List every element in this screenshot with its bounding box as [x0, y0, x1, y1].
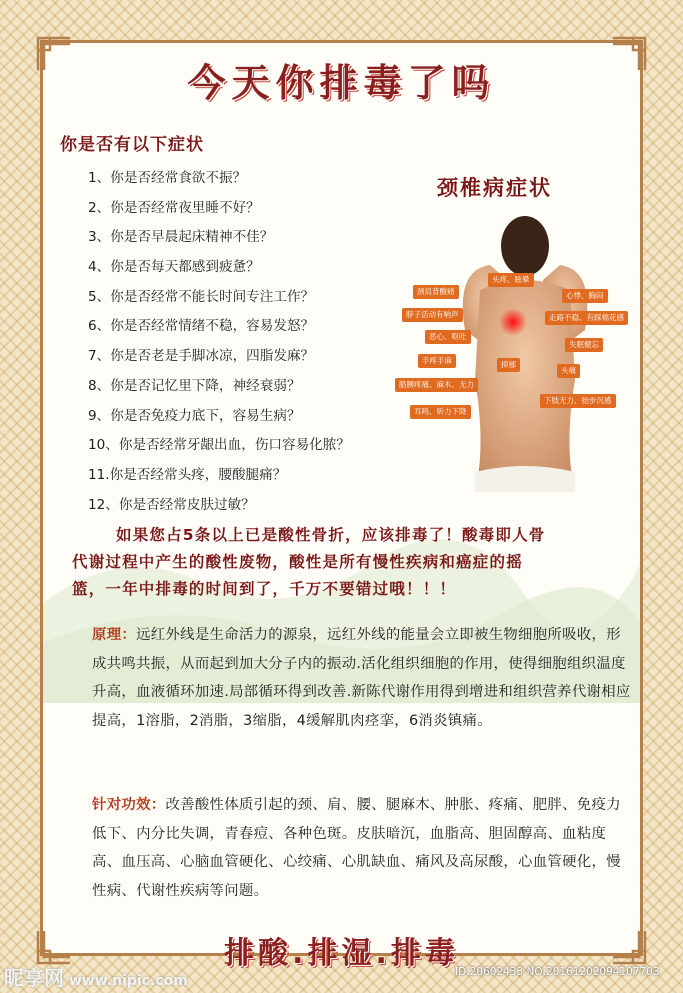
- symptom-tag: 走路不稳、有踩棉花感: [545, 311, 628, 325]
- principle-label: 原理：: [92, 627, 137, 643]
- slogan: 排酸.排湿.排毒: [224, 936, 459, 971]
- watermark-logo: [4, 962, 188, 991]
- page-title: 今天你排毒了吗: [187, 61, 496, 105]
- warning-line: 篮，一年中排毒的时间到了，千万不要错过哦！！！: [72, 580, 457, 598]
- symptom-tag: 抑郁: [497, 358, 520, 372]
- symptom-tag: 手疼手麻: [418, 354, 456, 368]
- symptom-tag: 胳膊疼痛、麻木、无力: [395, 378, 478, 392]
- symptom-tag: 心悸、胸闷: [562, 289, 608, 303]
- symptom-tag: 颈肩背酸痛: [413, 285, 459, 299]
- symptom-tag: 耳鸣、听力下降: [410, 405, 471, 419]
- neck-symptoms-title: 颈椎病症状: [437, 176, 552, 200]
- principle-text: 远红外线是生命活力的源泉，远红外线的能量会立即被生物细胞所吸收，形成共鸣共振，从而起到加大分子内的振动.活化组织细胞的作用，使得细胞组织温度升高，血液循环加速.局部循环得到改善.新陈代谢作用得到增进和组织营养代谢相应提高，1溶脂，2消脂，3缩脂，4缓解肌肉痉挛，6消炎镇痛。: [92, 627, 631, 729]
- question-item: 10、你是否经常牙龈出血，伤口容易化脓？: [88, 437, 350, 454]
- watermark-id: ID:20602433 NO:20161202094107703: [455, 966, 660, 978]
- question-item: 6、你是否经常情绪不稳，容易发怒？: [88, 318, 315, 335]
- watermark-url: www.nipic.com: [64, 973, 188, 989]
- warning-text: [72, 522, 620, 603]
- warning-line: 代谢过程中产生的酸性废物，酸性是所有慢性疾病和癌症的摇: [72, 553, 523, 571]
- symptoms-heading: 你是否有以下症状: [60, 135, 204, 155]
- efficacy-paragraph: [92, 791, 632, 905]
- question-item: 2、你是否经常夜里睡不好？: [88, 199, 260, 216]
- principle-paragraph: [92, 621, 632, 735]
- question-item: 11.你是否经常头疼，腰酸腿痛？: [88, 466, 287, 483]
- efficacy-text: 改善酸性体质引起的颈、肩、腰、腿麻木、肿胀、疼痛、肥胖、免疫力低下、内分比失调，青春痘、各种色斑。皮肤暗沉，血脂高、胆固醇高、血粘度高、血压高、心脑血管硬化、心绞痛、心肌缺血、痛风及高尿酸，心血管硬化，慢性病、代谢性疾病等问题。: [92, 797, 621, 899]
- question-item: 4、你是否每天都感到疲惫？: [88, 259, 260, 276]
- question-item: 7、你是否老是手脚冰凉，四脂发麻？: [88, 348, 315, 365]
- question-item: 3、你是否早晨起床精神不佳？: [88, 229, 274, 246]
- symptom-tag: 下肢无力、抬步沉感: [540, 394, 616, 408]
- symptom-question-list: [88, 168, 350, 524]
- watermark-site-name: 昵享网: [4, 966, 64, 990]
- question-item: 8、你是否记忆里下降，神经衰弱？: [88, 377, 301, 394]
- symptom-tag: 头痛: [557, 364, 580, 378]
- symptom-tag: 头疼、眩晕: [488, 273, 534, 287]
- question-item: 1、你是否经常食欲不振？: [88, 170, 247, 186]
- question-item: 9、你是否免疫力底下，容易生病？: [88, 407, 301, 424]
- symptom-tag: 失眠健忘: [565, 338, 603, 352]
- question-item: 12、你是否经常皮肤过敏？: [88, 496, 255, 513]
- symptom-tag: 脖子活动有响声: [402, 308, 463, 322]
- warning-line: 如果您占5条以上已是酸性骨折，应该排毒了！酸毒即人骨: [116, 526, 546, 544]
- question-item: 5、你是否经常不能长时间专注工作？: [88, 288, 315, 305]
- efficacy-label: 针对功效：: [92, 797, 166, 813]
- symptom-tag: 恶心、呕吐: [425, 330, 471, 344]
